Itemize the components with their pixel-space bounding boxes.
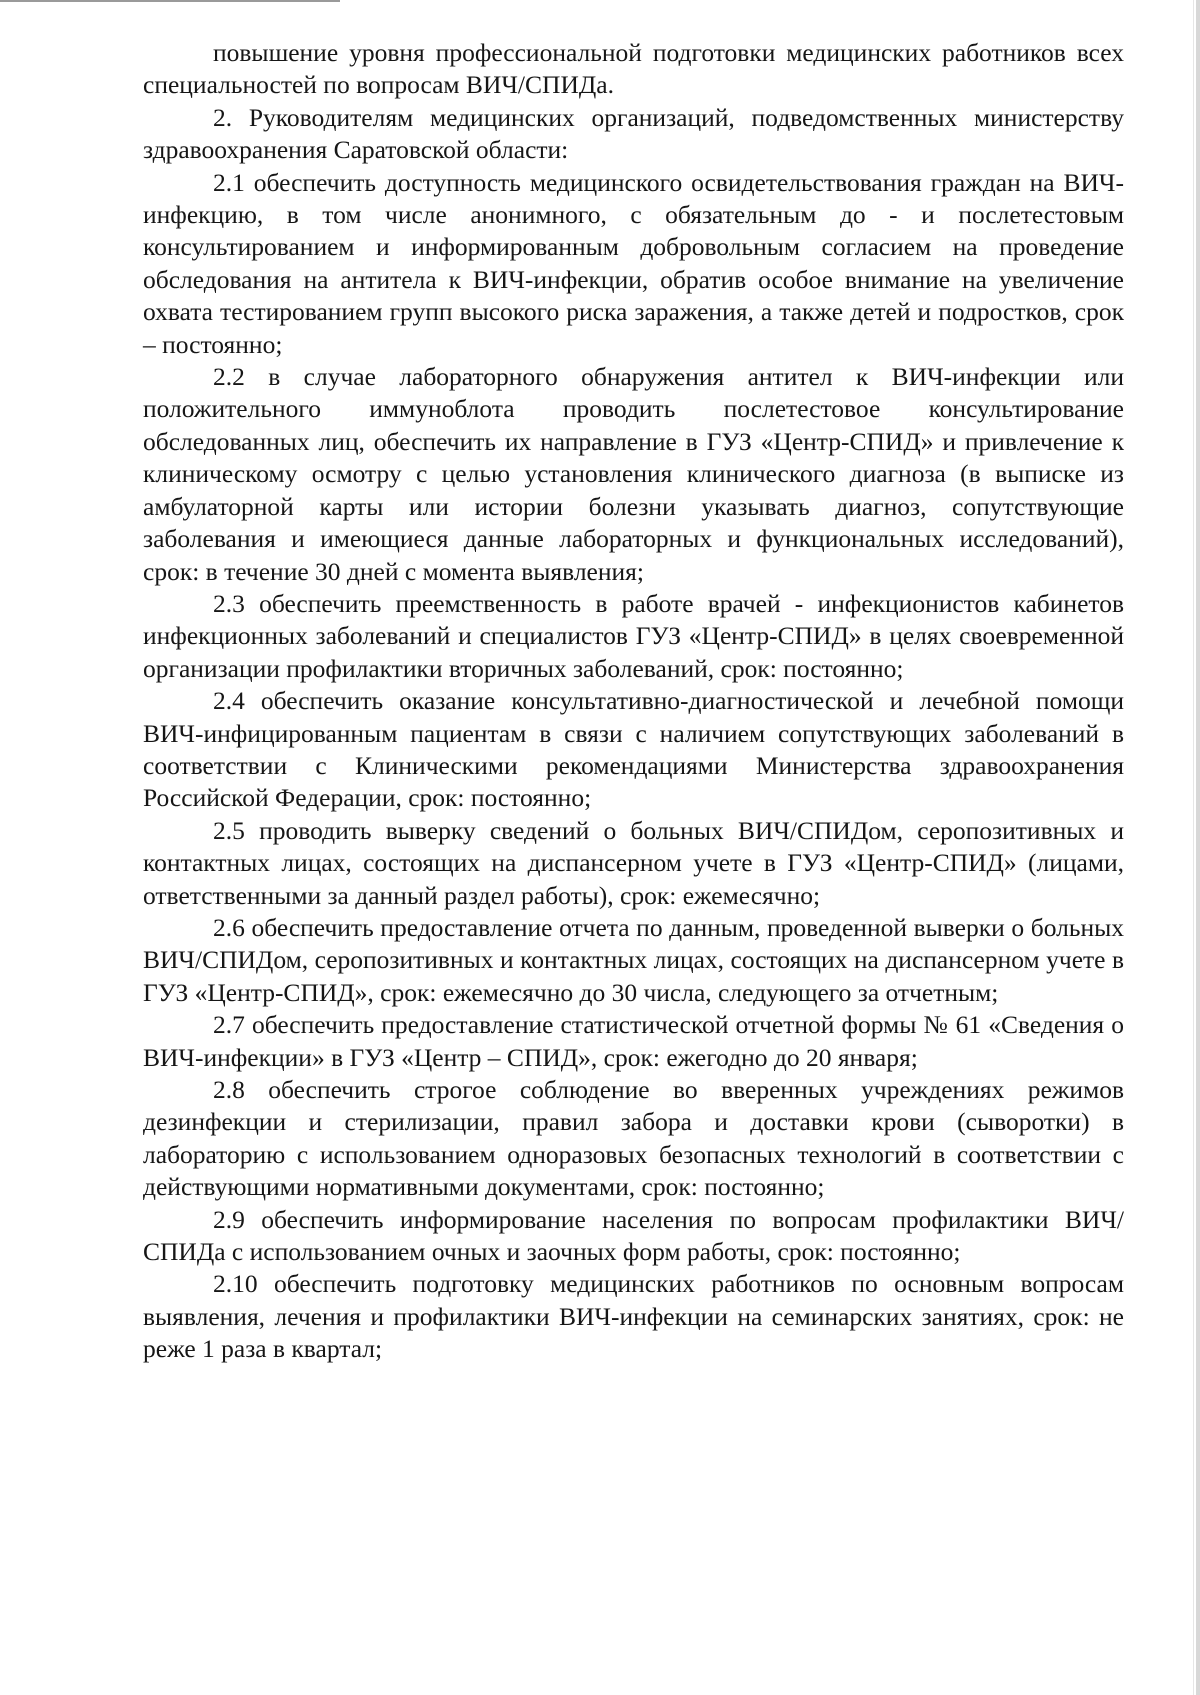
paragraph-item-2-6: 2.6 обеспечить предоставление отчета по данным, проведенной выверки о больных ВИЧ/СПИДом, серопозитивных и контактных лицах, состоящих на диспансерном учете в ГУЗ «Центр-СПИД», срок: ежемесячно до 30 числа, следующего за отчетным; xyxy=(143,912,1124,1007)
paragraph-item-2-2: 2.2 в случае лабораторного обнаружения антител к ВИЧ-инфекции или положительного иммуноблота проводить послетестовое консультирование обследованных лиц, обеспечить их направление в ГУЗ «Центр-СПИД» и привлечение к клиническому осмотру с целью установления клинического диагноза (в выписке из амбулаторной карты или истории болезни указывать диагноз, сопутствующие заболевания и имеющиеся данные лабораторных и функциональных исследований), срок: в течение 30 дней с момента выявления; xyxy=(143,362,1124,586)
paragraph-item-2-1: 2.1 обеспечить доступность медицинского освидетельствования граждан на ВИЧ-инфекцию, в том числе анонимного, с обязательным до - и послетестовым консультированием и информированным добровольным согласием на проведение обследования на антитела к ВИЧ-инфекции, обратив особое внимание на увеличение охвата тестированием групп высокого риска заражения, а также детей и подростков, срок – постоянно; xyxy=(143,167,1124,359)
paragraph-item-2-10: 2.10 обеспечить подготовку медицинских работников по основным вопросам выявления, лечения и профилактики ВИЧ-инфекции на семинарских занятиях, срок: не реже 1 раза в квартал; xyxy=(143,1269,1124,1364)
paragraph-item-2-3: 2.3 обеспечить преемственность в работе врачей - инфекционистов кабинетов инфекционных заболеваний и специалистов ГУЗ «Центр-СПИД» в целях своевременной организации профилактики вторичных заболеваний, срок: постоянно; xyxy=(143,588,1124,683)
document-body xyxy=(143,37,1124,1366)
paragraph-continuation: повышение уровня профессиональной подготовки медицинских работников всех специальностей по вопросам ВИЧ/СПИДа. xyxy=(143,38,1124,100)
paragraph-item-2-5: 2.5 проводить выверку сведений о больных ВИЧ/СПИДом, серопозитивных и контактных лицах, состоящих на диспансерном учете в ГУЗ «Центр-СПИД» (лицами, ответственными за данный раздел работы), срок: ежемесячно; xyxy=(143,815,1124,910)
scan-top-rule xyxy=(0,0,340,2)
paragraph-item-2-9: 2.9 обеспечить информирование населения по вопросам профилактики ВИЧ/СПИДа с использованием очных и заочных форм работы, срок: постоянно; xyxy=(143,1204,1124,1267)
paragraph-item-2-8: 2.8 обеспечить строгое соблюдение во вверенных учреждениях режимов дезинфекции и стерилизации, правил забора и доставки крови (сыворотки) в лабораторию с использованием одноразовых безопасных технологий в соответствии с действующими нормативными документами, срок: постоянно; xyxy=(143,1075,1124,1202)
scan-right-edge xyxy=(1196,0,1200,1695)
paragraph-item-2-4: 2.4 обеспечить оказание консультативно-диагностической и лечебной помощи ВИЧ-инфицированным пациентам в связи с наличием сопутствующих заболеваний в соответствии с Клиническими рекомендациями Министерства здравоохранения Российской Федерации, срок: постоянно; xyxy=(143,686,1124,813)
paragraph-item-2-7: 2.7 обеспечить предоставление статистической отчетной формы № 61 «Сведения о ВИЧ-инфекции» в ГУЗ «Центр – СПИД», срок: ежегодно до 20 января; xyxy=(143,1010,1124,1072)
scan-right-edge-line xyxy=(1193,0,1194,1695)
paragraph-item-2: 2. Руководителям медицинских организаций, подведомственных министерству здравоохранения Саратовской области: xyxy=(143,102,1124,165)
